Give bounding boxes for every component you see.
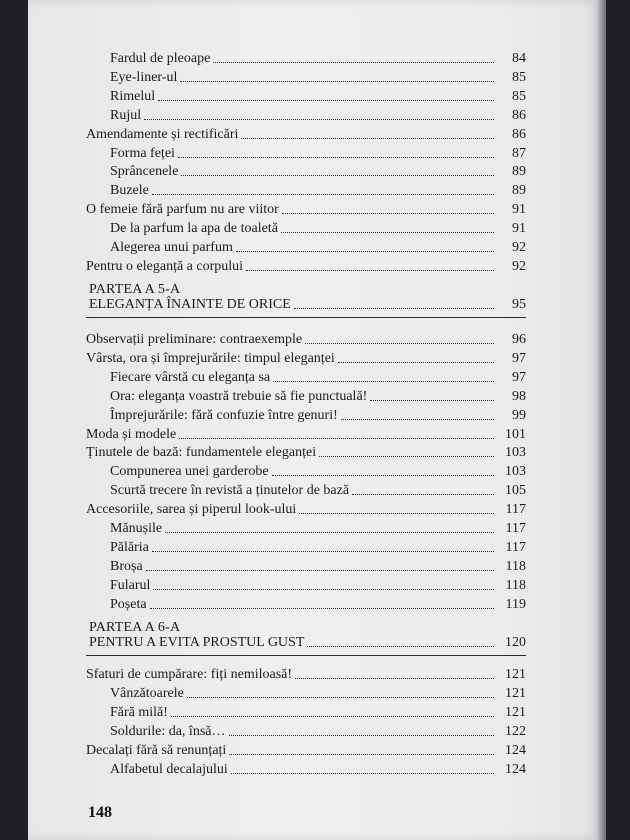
entry-page-number: 96: [512, 332, 526, 347]
table-of-contents: [28, 0, 600, 840]
entry-page-number: 91: [512, 202, 526, 218]
entry-title: Fără milă!: [110, 704, 168, 720]
section-rule: [86, 655, 526, 656]
entry-page-number: 121: [505, 704, 526, 720]
entry-page-number: 121: [505, 667, 526, 682]
entry-title: Eye-liner-ul: [110, 69, 178, 85]
entry-title: Vânzătoarele: [110, 685, 184, 701]
part-label: PARTEA A 6-A: [89, 620, 181, 635]
entry-title: Pălăria: [110, 539, 149, 555]
entry-title: Accesoriile, sarea și piperul look-ului: [86, 502, 297, 518]
entry-title: Sfaturi de cumpărare: fiți nemiloasă!: [86, 667, 293, 682]
entry-title: O femeie fără parfum nu are viitor: [86, 202, 279, 218]
entry-page-number: 92: [512, 240, 526, 255]
entry-page-number: 117: [505, 502, 526, 518]
entry-title: Ținutele de bază: fundamentele eleganței: [86, 445, 317, 461]
entry-title: Rujul: [110, 107, 142, 123]
page-number: 148: [88, 804, 112, 821]
entry-page-number: 124: [505, 761, 526, 777]
part-label: PARTEA A 5-A: [89, 282, 181, 297]
entry-page-number: 117: [505, 521, 526, 536]
part-title-entry[interactable]: [86, 290, 526, 312]
entry-title: Moda și modele: [86, 426, 177, 442]
entry-title: Vârsta, ora și împrejurările: timpul eleganței: [86, 350, 335, 366]
entry-title: Amendamente și rectificări: [86, 126, 239, 142]
part-title-entry[interactable]: [86, 628, 526, 650]
dot-leader: [294, 308, 494, 309]
entry-page-number: 124: [505, 742, 526, 758]
entry-title: Rimelul: [110, 88, 156, 104]
entry-page-number: 97: [512, 350, 526, 366]
entry-page-number: 103: [505, 445, 526, 461]
toc-subentry[interactable]: [110, 590, 526, 612]
entry-page-number: 89: [512, 164, 526, 180]
entry-page-number: 99: [512, 407, 526, 423]
entry-page-number: 103: [505, 464, 526, 480]
dot-leader: [307, 646, 494, 647]
entry-title: Fardul de pleoape: [110, 51, 211, 66]
entry-page-number: 85: [512, 88, 526, 104]
entry-page-number: 98: [512, 388, 526, 404]
entry-page-number: 122: [505, 723, 526, 739]
entry-title: Sprâncenele: [110, 164, 179, 180]
entry-title: Observații preliminare: contraexemple: [86, 332, 303, 347]
toc-entry[interactable]: [86, 252, 526, 274]
dot-leader: [231, 773, 494, 774]
entry-page-number: 91: [512, 221, 526, 237]
entry-title: Soldurile: da, însă…: [110, 723, 226, 739]
dot-leader: [246, 270, 494, 271]
part-page-number: 120: [505, 635, 526, 650]
entry-page-number: 97: [512, 369, 526, 385]
entry-title: Forma feței: [110, 145, 175, 161]
entry-title: Mănușile: [110, 521, 163, 536]
entry-page-number: 86: [512, 126, 526, 142]
entry-title: Broșa: [110, 558, 143, 574]
entry-page-number: 84: [512, 51, 526, 66]
entry-page-number: 121: [505, 685, 526, 701]
entry-title: Ora: eleganța voastră trebuie să fie punctuală!: [110, 388, 368, 404]
dot-leader: [150, 608, 494, 609]
part-title: ELEGANȚA ÎNAINTE DE ORICE: [89, 297, 291, 312]
entry-page-number: 117: [505, 539, 526, 555]
entry-title: Poșeta: [110, 596, 147, 612]
entry-title: De la parfum la apa de toaletă: [110, 221, 278, 237]
entry-title: Alfabetul decalajului: [110, 761, 228, 777]
entry-page-number: 101: [505, 426, 526, 442]
entry-page-number: 85: [512, 69, 526, 85]
entry-title: Compunerea unei garderobe: [110, 464, 269, 480]
entry-title: Pentru o eleganță a corpului: [86, 258, 244, 274]
entry-page-number: 105: [505, 483, 526, 499]
entry-title: Scurtă trecere în revistă a ținutelor de bază: [110, 483, 350, 499]
entry-page-number: 118: [505, 558, 526, 574]
entry-title: Fiecare vârstă cu eleganța sa: [110, 369, 271, 385]
entry-page-number: 118: [505, 577, 526, 593]
entry-title: Decalați fără să renunțați: [86, 742, 227, 758]
part-page-number: 95: [512, 297, 526, 312]
entry-title: Alegerea unui parfum: [110, 240, 233, 255]
book-page: [28, 0, 600, 840]
entry-page-number: 89: [512, 183, 526, 199]
entry-title: Împrejurările: fără confuzie între genuri!: [110, 407, 338, 423]
entry-page-number: 86: [512, 107, 526, 123]
entry-title: Buzele: [110, 183, 149, 199]
toc-subentry[interactable]: [110, 755, 526, 777]
entry-page-number: 87: [512, 145, 526, 161]
entry-page-number: 119: [505, 596, 526, 612]
page-edge: [596, 0, 606, 840]
entry-page-number: 92: [512, 258, 526, 274]
entry-title: Fularul: [110, 577, 151, 593]
part-title: PENTRU A EVITA PROSTUL GUST: [89, 635, 305, 650]
section-rule: [86, 317, 526, 318]
